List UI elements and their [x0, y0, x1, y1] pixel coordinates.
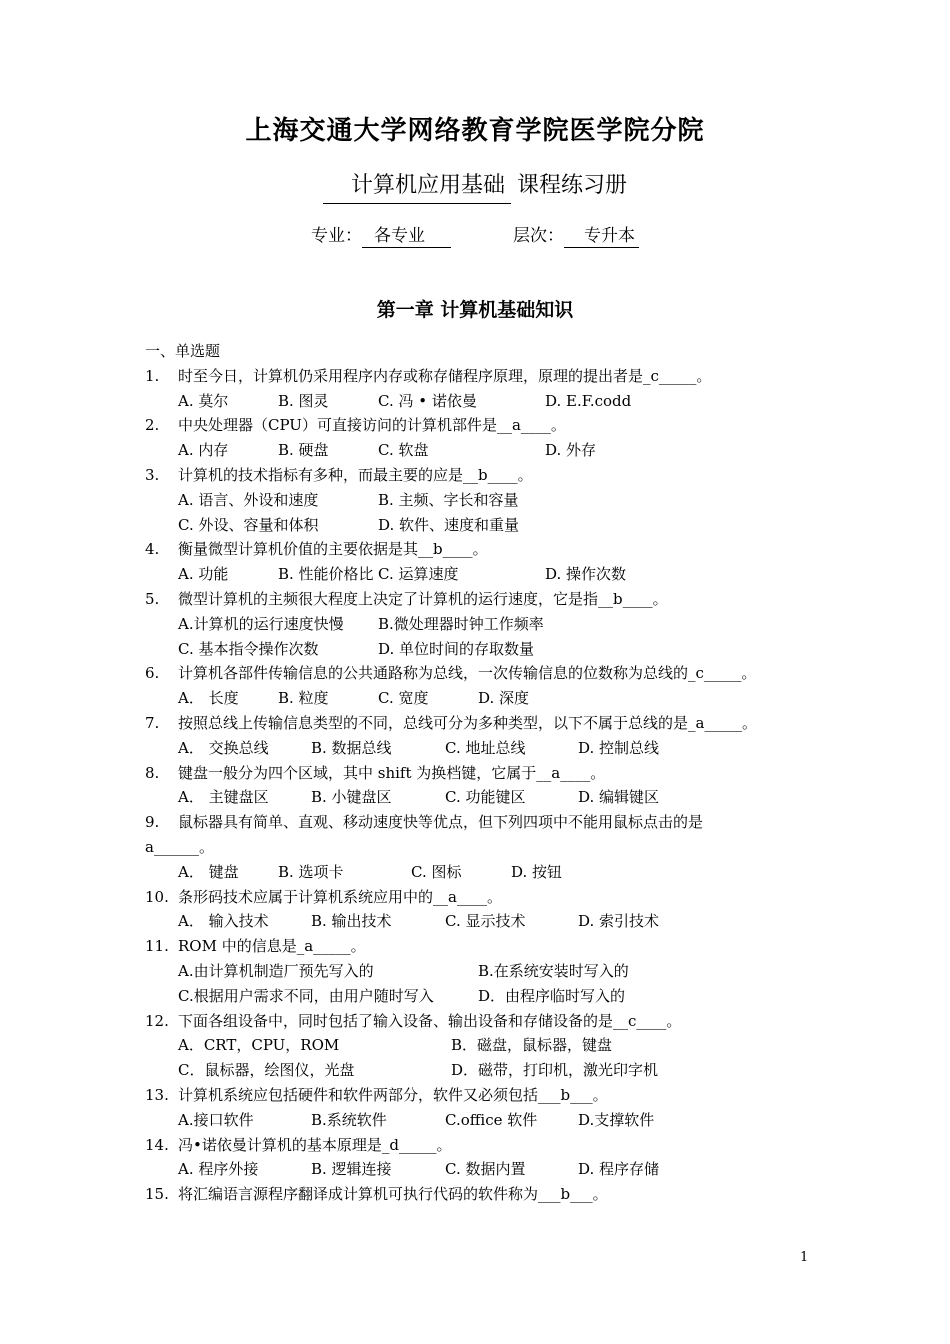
- question-row: [145, 810, 825, 835]
- question-row: [145, 711, 825, 736]
- page-number: 1: [800, 1250, 809, 1265]
- answer-option: B. 逻辑连接: [311, 1160, 392, 1179]
- answer-option: A.计算机的运行速度快慢: [178, 614, 344, 633]
- answer-option: C.根据用户需求不同，由用户随时写入: [178, 986, 434, 1005]
- option-row: [145, 1108, 825, 1133]
- answer-option: B. 图灵: [278, 391, 329, 410]
- question-number: 5.: [145, 589, 160, 608]
- answer-option: C. 冯 • 诺依曼: [378, 391, 477, 410]
- option-row: [145, 637, 825, 662]
- answer-option: D. 深度: [478, 689, 530, 708]
- question-row: [145, 1133, 825, 1158]
- option-row: [145, 686, 825, 711]
- question-number: 4.: [145, 540, 160, 559]
- answer-option: B. 小键盘区: [311, 788, 392, 807]
- answer-option: B. 性能价格比: [278, 565, 374, 584]
- question-text: 计算机系统应包括硬件和软件两部分，软件又必须包括___b___。: [178, 1085, 608, 1104]
- course-name: 计算机应用基础: [323, 168, 511, 204]
- option-row: [145, 1157, 825, 1182]
- answer-option: D. 单位时间的存取数量: [378, 639, 535, 658]
- answer-option: C. 功能键区: [445, 788, 526, 807]
- question-row: [145, 761, 825, 786]
- answer-option: D. 操作次数: [545, 565, 627, 584]
- question-text: 计算机的技术指标有多种，而最主要的应是__b____。: [178, 465, 533, 484]
- answer-option: D. 控制总线: [578, 738, 660, 757]
- answer-option: A. 莫尔: [178, 391, 229, 410]
- question-row: [145, 364, 825, 389]
- answer-option: A． 键盘: [178, 862, 239, 881]
- major-value: 各专业: [362, 221, 451, 248]
- question-number: 8.: [145, 763, 160, 782]
- question-number: 14.: [145, 1135, 169, 1154]
- chapter-title: 第一章 计算机基础知识: [376, 299, 574, 321]
- option-row: [145, 984, 825, 1009]
- answer-option: A.接口软件: [178, 1110, 254, 1129]
- answer-option: D. 程序存储: [578, 1160, 660, 1179]
- answer-option: C. 显示技术: [445, 912, 526, 931]
- question-row: [145, 885, 825, 910]
- question-row: [145, 934, 825, 959]
- option-row: [145, 488, 825, 513]
- answer-option: D. 软件、速度和重量: [378, 515, 520, 534]
- answer-option: C. 数据内置: [445, 1160, 526, 1179]
- question-row: [145, 1009, 825, 1034]
- question-row: [145, 1182, 825, 1207]
- answer-option: A． 输入技术: [178, 912, 269, 931]
- answer-option: B. 硬盘: [278, 441, 329, 460]
- answer-option: C. 图标: [411, 862, 462, 881]
- answer-option: A.由计算机制造厂预先写入的: [178, 961, 374, 980]
- major-label: 专业：: [311, 226, 362, 246]
- question-text: ROM 中的信息是_a_____。: [178, 937, 366, 956]
- answer-option: B.微处理器时钟工作频率: [378, 614, 544, 633]
- question-number: 1.: [145, 366, 160, 385]
- question-row: [145, 587, 825, 612]
- question-number: 11.: [145, 937, 169, 956]
- answer-option: A. 功能: [178, 565, 229, 584]
- answer-option: A. 内存: [178, 441, 229, 460]
- question-row: [145, 537, 825, 562]
- question-number: 15.: [145, 1185, 169, 1204]
- answer-option: C. 运算速度: [378, 565, 459, 584]
- question-list: [145, 339, 825, 1207]
- option-row: [145, 1033, 825, 1058]
- answer-option: D．磁带，打印机，激光印字机: [451, 1061, 659, 1080]
- answer-option: B. 选项卡: [278, 862, 344, 881]
- question-row: [145, 463, 825, 488]
- answer-option: D.支撑软件: [578, 1110, 655, 1129]
- option-row: [145, 736, 825, 761]
- option-row: [145, 785, 825, 810]
- option-row: [145, 389, 825, 414]
- option-row: [145, 860, 825, 885]
- answer-option: B.系统软件: [311, 1110, 387, 1129]
- option-row: [145, 959, 825, 984]
- question-text: 时至今日，计算机仍采用程序内存或称存储程序原理，原理的提出者是_c_____。: [178, 366, 712, 385]
- option-row: [145, 612, 825, 637]
- answer-option: B．磁盘，鼠标器，键盘: [451, 1036, 613, 1055]
- option-row: [145, 438, 825, 463]
- answer-option: D. 编辑键区: [578, 788, 660, 807]
- question-text: 鼠标器具有简单、直观、移动速度快等优点，但下列四项中不能用鼠标点击的是: [178, 813, 704, 832]
- answer-option: B. 数据总线: [311, 738, 392, 757]
- level-value: 专升本: [564, 221, 639, 248]
- answer-option: A. 语言、外设和速度: [178, 490, 319, 509]
- answer-option: D. 外存: [545, 441, 597, 460]
- answer-option: B. 主频、字长和容量: [378, 490, 519, 509]
- option-row: [145, 562, 825, 587]
- answer-option: A． 主键盘区: [178, 788, 269, 807]
- question-row: [145, 413, 825, 438]
- question-row: [145, 1083, 825, 1108]
- workbook-label: 课程练习册: [517, 173, 628, 198]
- answer-option: D．由程序临时写入的: [478, 986, 626, 1005]
- answer-option: D. 按钮: [511, 862, 563, 881]
- question-text: 键盘一般分为四个区域，其中 shift 为换档键，它属于__a____。: [178, 763, 606, 782]
- question-number: 10.: [145, 887, 169, 906]
- answer-option: C. 宽度: [378, 689, 429, 708]
- question-text: 微型计算机的主频很大程度上决定了计算机的运行速度，它是指__b____。: [178, 589, 668, 608]
- course-subtitle: [0, 168, 950, 204]
- question-continuation: a______。: [145, 837, 214, 856]
- question-number: 2.: [145, 416, 160, 435]
- answer-option: A．CRT，CPU，ROM: [178, 1036, 340, 1055]
- answer-option: D. 索引技术: [578, 912, 660, 931]
- question-text: 按照总线上传输信息类型的不同，总线可分为多种类型，以下不属于总线的是_a_____。: [178, 713, 757, 732]
- answer-option: A． 交换总线: [178, 738, 269, 757]
- answer-option: A． 长度: [178, 689, 239, 708]
- course-meta: [0, 221, 950, 248]
- answer-option: B. 粒度: [278, 689, 329, 708]
- question-text: 下面各组设备中，同时包括了输入设备、输出设备和存储设备的是__c____。: [178, 1011, 682, 1030]
- answer-option: A. 程序外接: [178, 1160, 259, 1179]
- answer-option: C. 软盘: [378, 441, 429, 460]
- option-row: [145, 909, 825, 934]
- answer-option: C. 外设、容量和体积: [178, 515, 319, 534]
- question-number: 13.: [145, 1085, 169, 1104]
- question-text: 衡量微型计算机价值的主要依据是其__b____。: [178, 540, 488, 559]
- answer-option: B. 输出技术: [311, 912, 392, 931]
- question-number: 12.: [145, 1011, 169, 1030]
- answer-option: B.在系统安装时写入的: [478, 961, 629, 980]
- option-row: [145, 513, 825, 538]
- question-text: 冯•诺依曼计算机的基本原理是_d_____。: [178, 1135, 452, 1154]
- question-text: 中央处理器（CPU）可直接访问的计算机部件是__a____。: [178, 416, 566, 435]
- institution-title: 上海交通大学网络教育学院医学院分院: [245, 116, 705, 146]
- option-row: [145, 1058, 825, 1083]
- question-number: 3.: [145, 465, 160, 484]
- question-text: 条形码技术应属于计算机系统应用中的__a____。: [178, 887, 502, 906]
- answer-option: C. 基本指令操作次数: [178, 639, 319, 658]
- question-text: 计算机各部件传输信息的公共通路称为总线，一次传输信息的位数称为总线的_c_____。: [178, 664, 757, 683]
- question-number: 6.: [145, 664, 160, 683]
- answer-option: C．鼠标器，绘图仪，光盘: [178, 1061, 355, 1080]
- answer-option: C.office 软件: [445, 1110, 538, 1129]
- question-number: 7.: [145, 713, 160, 732]
- section-title: 一、单选题: [145, 342, 221, 360]
- level-label: 层次：: [513, 226, 564, 246]
- question-number: 9.: [145, 813, 160, 832]
- question-text: 将汇编语言源程序翻译成计算机可执行代码的软件称为___b___。: [178, 1185, 608, 1204]
- answer-option: C. 地址总线: [445, 738, 526, 757]
- question-row: [145, 661, 825, 686]
- answer-option: D. E.F.codd: [545, 391, 632, 410]
